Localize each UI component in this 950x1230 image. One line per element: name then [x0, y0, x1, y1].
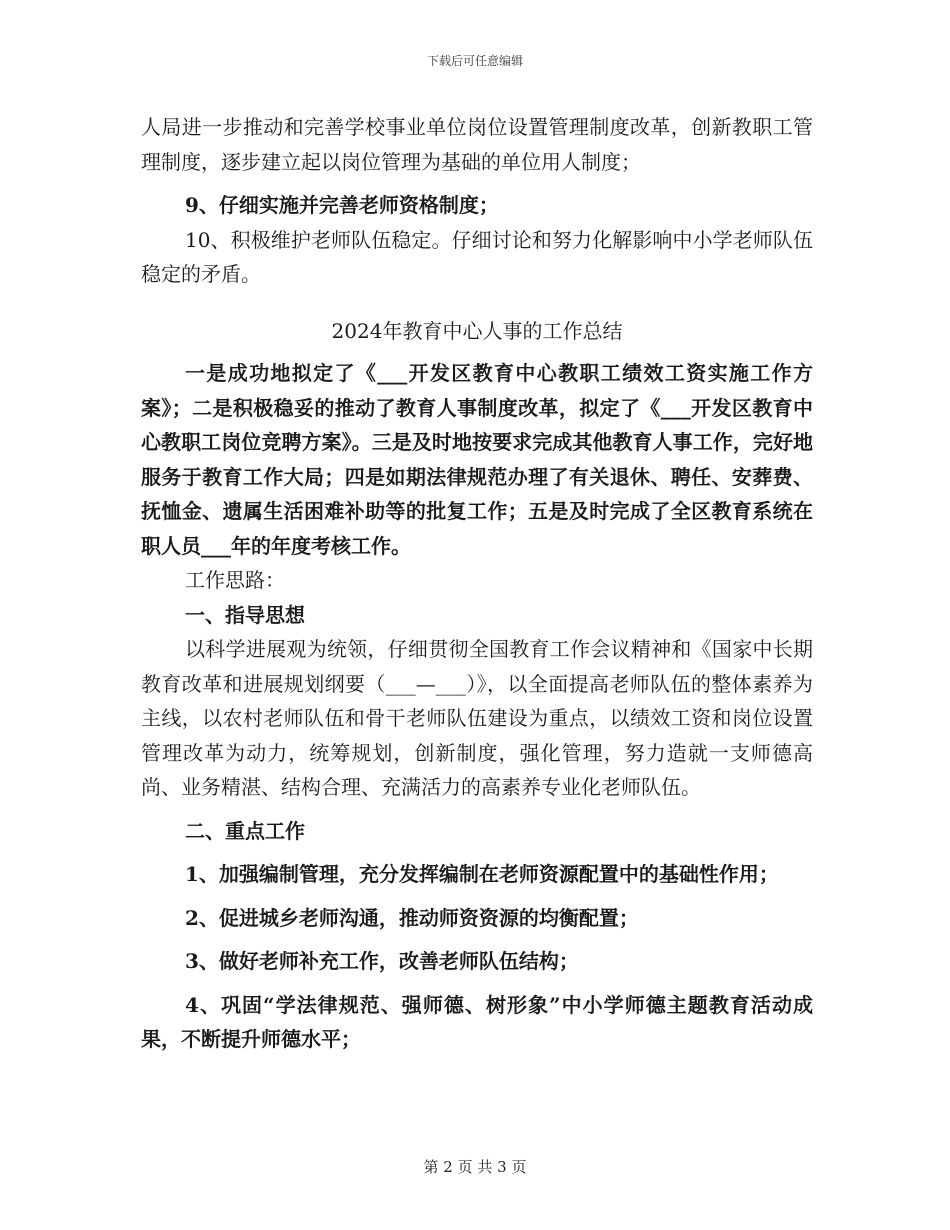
- document-body: [141, 110, 813, 1057]
- paragraph-12: 4、巩固“学法律规范、强师德、树形象”中小学师德主题教育活动成果，不断提升师德水平；: [141, 992, 813, 1051]
- page-footer: 第 2 页 共 3 页: [423, 1158, 527, 1176]
- section-title: 2024年教育中心人事的工作总结: [331, 318, 623, 343]
- paragraph-1: 人局进一步推动和完善学校事业单位岗位设置管理制度改革，创新教职工管理制度，逐步建立起以岗位管理为基础的单位用人制度；: [141, 115, 813, 174]
- paragraph-10: 2、促进城乡老师沟通，推动师资资源的均衡配置；: [185, 905, 639, 930]
- paragraph-6: 一、指导思想: [185, 602, 305, 627]
- paragraph-2: 9、仔细实施并完善老师资格制度；: [185, 193, 499, 217]
- paragraph-7: 以科学进展观为统领，仔细贯彻全国教育工作会议精神和《国家中长期教育改革和进展规划纲要（___—___）》，以全面提高老师队伍的整体素养为主线，以农村老师队伍和骨干老师队伍建设为重点，以绩效工资和岗位设置管理改革为动力，统筹规划，创新制度，强化管理，努力造就一支师德高尚、业务精湛、结构合理、充满活力的高素养专业化老师队伍。: [141, 637, 813, 799]
- paragraph-8: 二、重点工作: [185, 818, 305, 843]
- paragraph-5: 工作思路：: [185, 568, 285, 592]
- paragraph-4: 一是成功地拟定了《___开发区教育中心教职工绩效工资实施工作方案》；二是积极稳妥的推动了教育人事制度改革，拟定了《___开发区教育中心教职工岗位竞聘方案》。三是及时地按要求完成其他教育人事工作，完好地服务于教育工作大局；四是如期法律规范办理了有关退休、聘任、安葬费、抚恤金、遗属生活困难补助等的批复工作；五是及时完成了全区教育系统在职人员___年的年度考核工作。: [141, 361, 813, 558]
- page-header: 下载后可任意编辑: [426, 54, 523, 68]
- paragraph-9: 1、加强编制管理，充分发挥编制在老师资源配置中的基础性作用；: [185, 862, 779, 886]
- paragraph-3: 10、积极维护老师队伍稳定。仔细讨论和努力化解影响中小学老师队伍稳定的矛盾。: [141, 227, 813, 286]
- paragraph-11: 3、做好老师补充工作，改善老师队伍结构；: [185, 949, 579, 973]
